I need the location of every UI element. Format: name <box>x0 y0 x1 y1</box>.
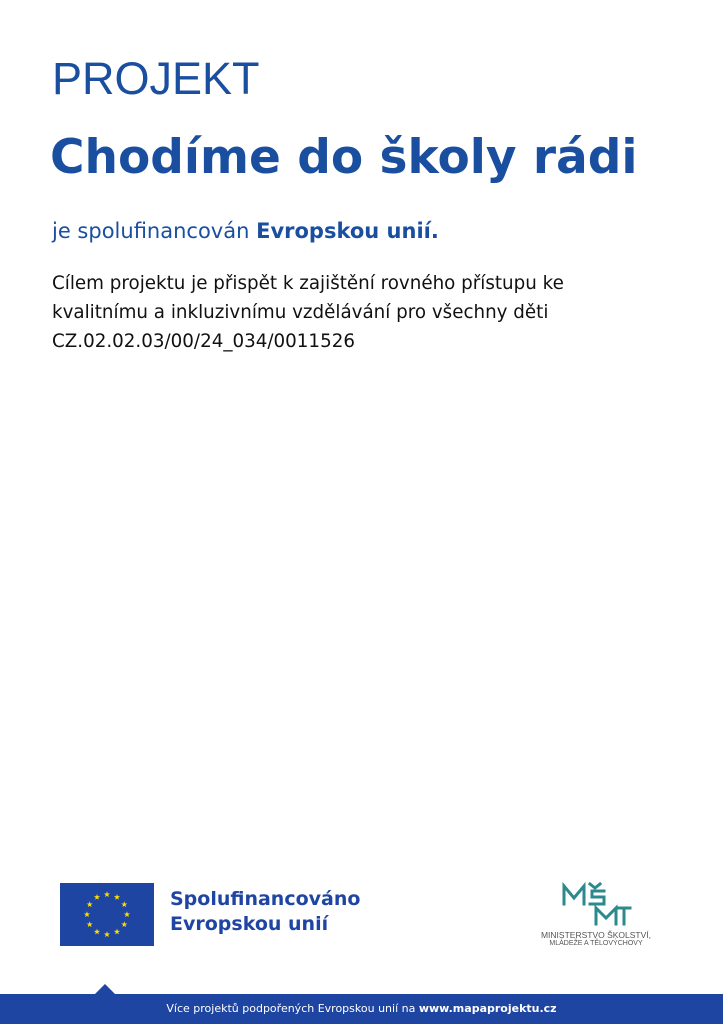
eu-cofinanced-label <box>170 887 360 937</box>
eu-star <box>87 921 93 927</box>
msmt-logo <box>526 880 666 950</box>
eu-label-line1: Spolufinancováno <box>170 888 361 910</box>
eu-star <box>87 901 93 907</box>
eu-star <box>124 911 130 917</box>
eu-flag-logo <box>60 883 154 946</box>
msmt-name-line2: MLÁDEŽE A TĚLOVÝCHOVY <box>549 940 643 947</box>
eu-star <box>114 929 120 935</box>
cofinancing-eu: Evropskou unií. <box>256 219 439 243</box>
eu-stars-icon <box>60 883 154 946</box>
description-line: Cílem projektu je přispět k zajištění rovného přístupu ke <box>52 273 564 294</box>
eu-star <box>94 894 100 900</box>
eu-star <box>121 921 127 927</box>
project-kicker: PROJEKT <box>52 53 260 104</box>
cofinancing-statement <box>52 219 439 244</box>
project-registration-number: CZ.02.02.03/00/24_034/0011526 <box>52 331 355 352</box>
footer-link[interactable]: www.mapaprojektu.cz <box>418 1002 557 1015</box>
footer-text <box>0 1002 723 1015</box>
msmt-mark-icon <box>526 880 666 928</box>
project-description <box>52 269 672 356</box>
eu-star <box>104 891 110 897</box>
eu-star <box>121 901 127 907</box>
footer-prefix: Více projektů podpořených Evropskou unií na <box>166 1002 416 1015</box>
description-line: kvalitnímu a inkluzivnímu vzdělávání pro všechny děti <box>52 302 549 323</box>
eu-label-line2: Evropskou unií <box>170 913 329 935</box>
eu-star <box>94 929 100 935</box>
cofinancing-prefix: je spolufinancován <box>52 219 250 243</box>
footer-notch <box>95 984 115 994</box>
msmt-name-line1: MINISTERSTVO ŠKOLSTVÍ, <box>540 930 652 940</box>
eu-star <box>114 894 120 900</box>
eu-star <box>84 911 90 917</box>
eu-star <box>104 931 110 937</box>
project-title: Chodíme do školy rádi <box>50 130 638 185</box>
